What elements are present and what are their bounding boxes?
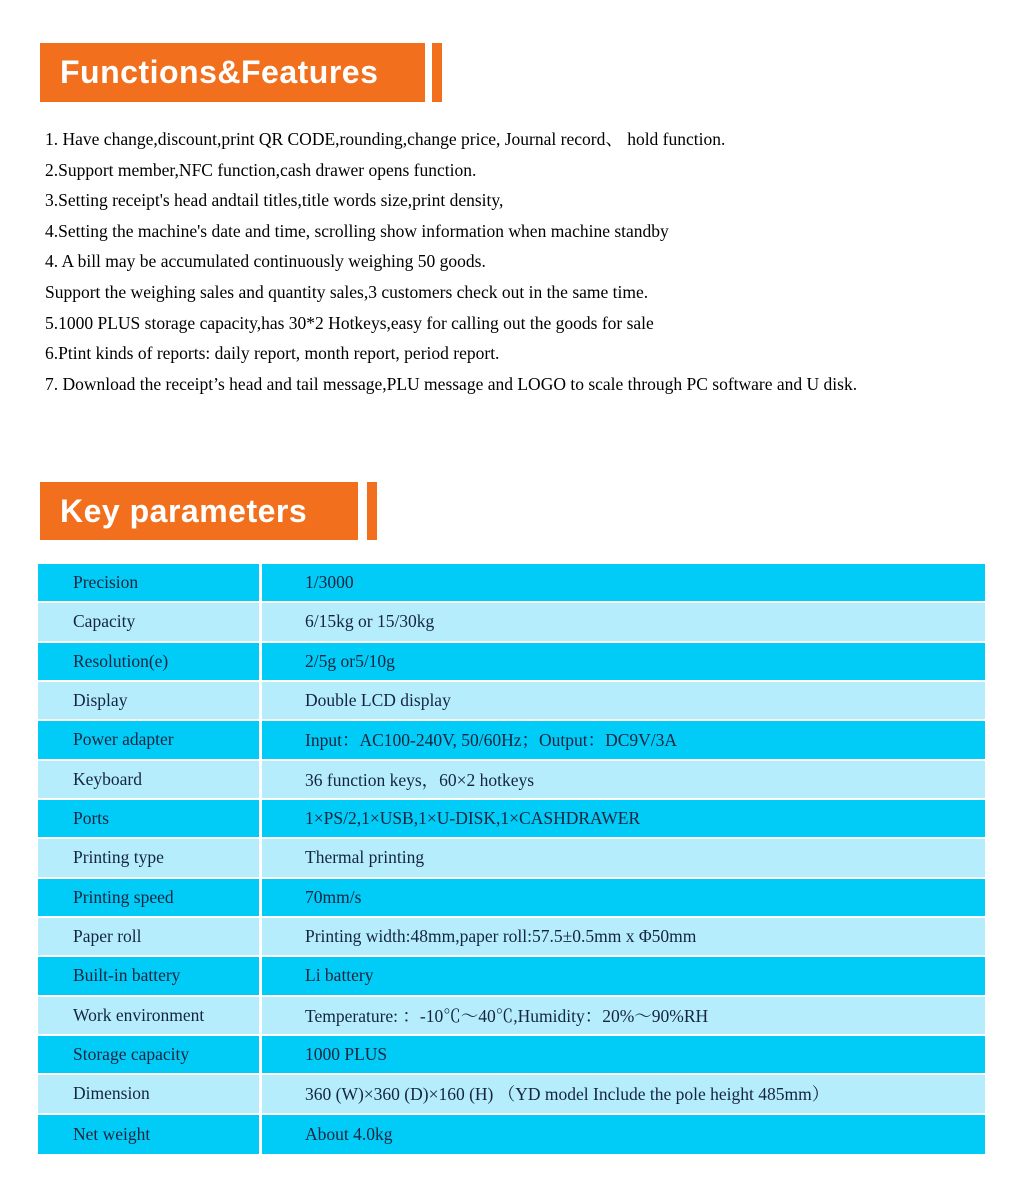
table-row-power-adapter <box>38 721 985 760</box>
parameters-table <box>38 564 985 1154</box>
feature-line-1: 1. Have change,discount,print QR CODE,rounding,change price, Journal record、 hold function. <box>45 129 726 149</box>
table-row-battery <box>38 957 985 996</box>
row-value: 1000 PLUS <box>305 1044 388 1065</box>
table-row-ports <box>38 800 985 839</box>
table-row-net-weight <box>38 1115 985 1154</box>
feature-line-5: 4. A bill may be accumulated continuously weighing 50 goods. <box>45 251 486 272</box>
row-label: Storage capacity <box>38 1036 262 1073</box>
feature-line-3: 3.Setting receipt's head andtail titles,title words size,print density, <box>45 190 504 211</box>
feature-line-8: 6.Ptint kinds of reports: daily report, month report, period report. <box>45 343 500 364</box>
row-value: 6/15kg or 15/30kg <box>305 611 435 632</box>
table-row-capacity <box>38 603 985 642</box>
table-row-printing-type <box>38 839 985 878</box>
parameters-title: Key parameters <box>60 492 308 529</box>
table-row-paper-roll <box>38 918 985 957</box>
table-row-keyboard <box>38 761 985 800</box>
parameters-header <box>40 482 377 540</box>
feature-line-9: 7. Download the receipt’s head and tail message,PLU message and LOGO to scale through PC software and U disk. <box>45 373 858 394</box>
row-label: Precision <box>38 564 262 601</box>
row-label: Paper roll <box>38 918 262 955</box>
features-list <box>45 124 995 399</box>
table-row-work-environment <box>38 997 985 1036</box>
feature-line-6: Support the weighing sales and quantity sales,3 customers check out in the same time. <box>45 281 649 302</box>
row-value: Temperature: ：-10℃～40℃,Humidity：20%～90%RH <box>305 1005 709 1026</box>
row-value: 2/5g or5/10g <box>305 650 395 671</box>
parameters-accent-bar <box>367 482 377 540</box>
row-label: Ports <box>38 800 262 837</box>
table-row-resolution <box>38 643 985 682</box>
row-value: About 4.0kg <box>305 1123 393 1144</box>
row-value: 360 (W)×360 (D)×160 (H) （YD model Include the pole height 485mm） <box>305 1084 830 1105</box>
row-label: Display <box>38 682 262 719</box>
row-label: Printing type <box>38 839 262 876</box>
parameters-title-box <box>40 482 358 540</box>
row-label: Net weight <box>38 1115 262 1154</box>
features-header <box>40 43 442 102</box>
table-row-storage-capacity <box>38 1036 985 1075</box>
features-title: Functions&Features <box>60 54 379 90</box>
row-label: Built-in battery <box>38 957 262 994</box>
row-value: Li battery <box>305 965 374 986</box>
row-value: Input：AC100-240V, 50/60Hz；Output：DC9V/3A <box>305 730 678 751</box>
row-label: Work environment <box>38 997 262 1034</box>
row-value: 36 function keys，60×2 hotkeys <box>305 769 535 790</box>
row-value: 70mm/s <box>305 886 362 907</box>
row-label: Resolution(e) <box>38 643 262 680</box>
table-row-display <box>38 682 985 721</box>
feature-line-2: 2.Support member,NFC function,cash drawer opens function. <box>45 159 477 180</box>
row-value: 1/3000 <box>305 572 354 593</box>
row-label: Capacity <box>38 603 262 640</box>
features-accent-bar <box>432 43 442 102</box>
row-label: Power adapter <box>38 721 262 758</box>
table-row-printing-speed <box>38 879 985 918</box>
row-value: Thermal printing <box>305 847 425 868</box>
row-label: Dimension <box>38 1075 262 1112</box>
row-value: Double LCD display <box>305 690 451 711</box>
row-value: Printing width:48mm,paper roll:57.5±0.5mm x Φ50mm <box>305 926 697 947</box>
feature-line-4: 4.Setting the machine's date and time, scrolling show information when machine standby <box>45 220 669 241</box>
row-value: 1×PS/2,1×USB,1×U-DISK,1×CASHDRAWER <box>305 808 641 829</box>
row-label: Printing speed <box>38 879 262 916</box>
table-row-precision <box>38 564 985 603</box>
features-title-box <box>40 43 425 102</box>
table-row-dimension <box>38 1075 985 1114</box>
feature-line-7: 5.1000 PLUS storage capacity,has 30*2 Hotkeys,easy for calling out the goods for sale <box>45 312 654 333</box>
row-label: Keyboard <box>38 761 262 798</box>
